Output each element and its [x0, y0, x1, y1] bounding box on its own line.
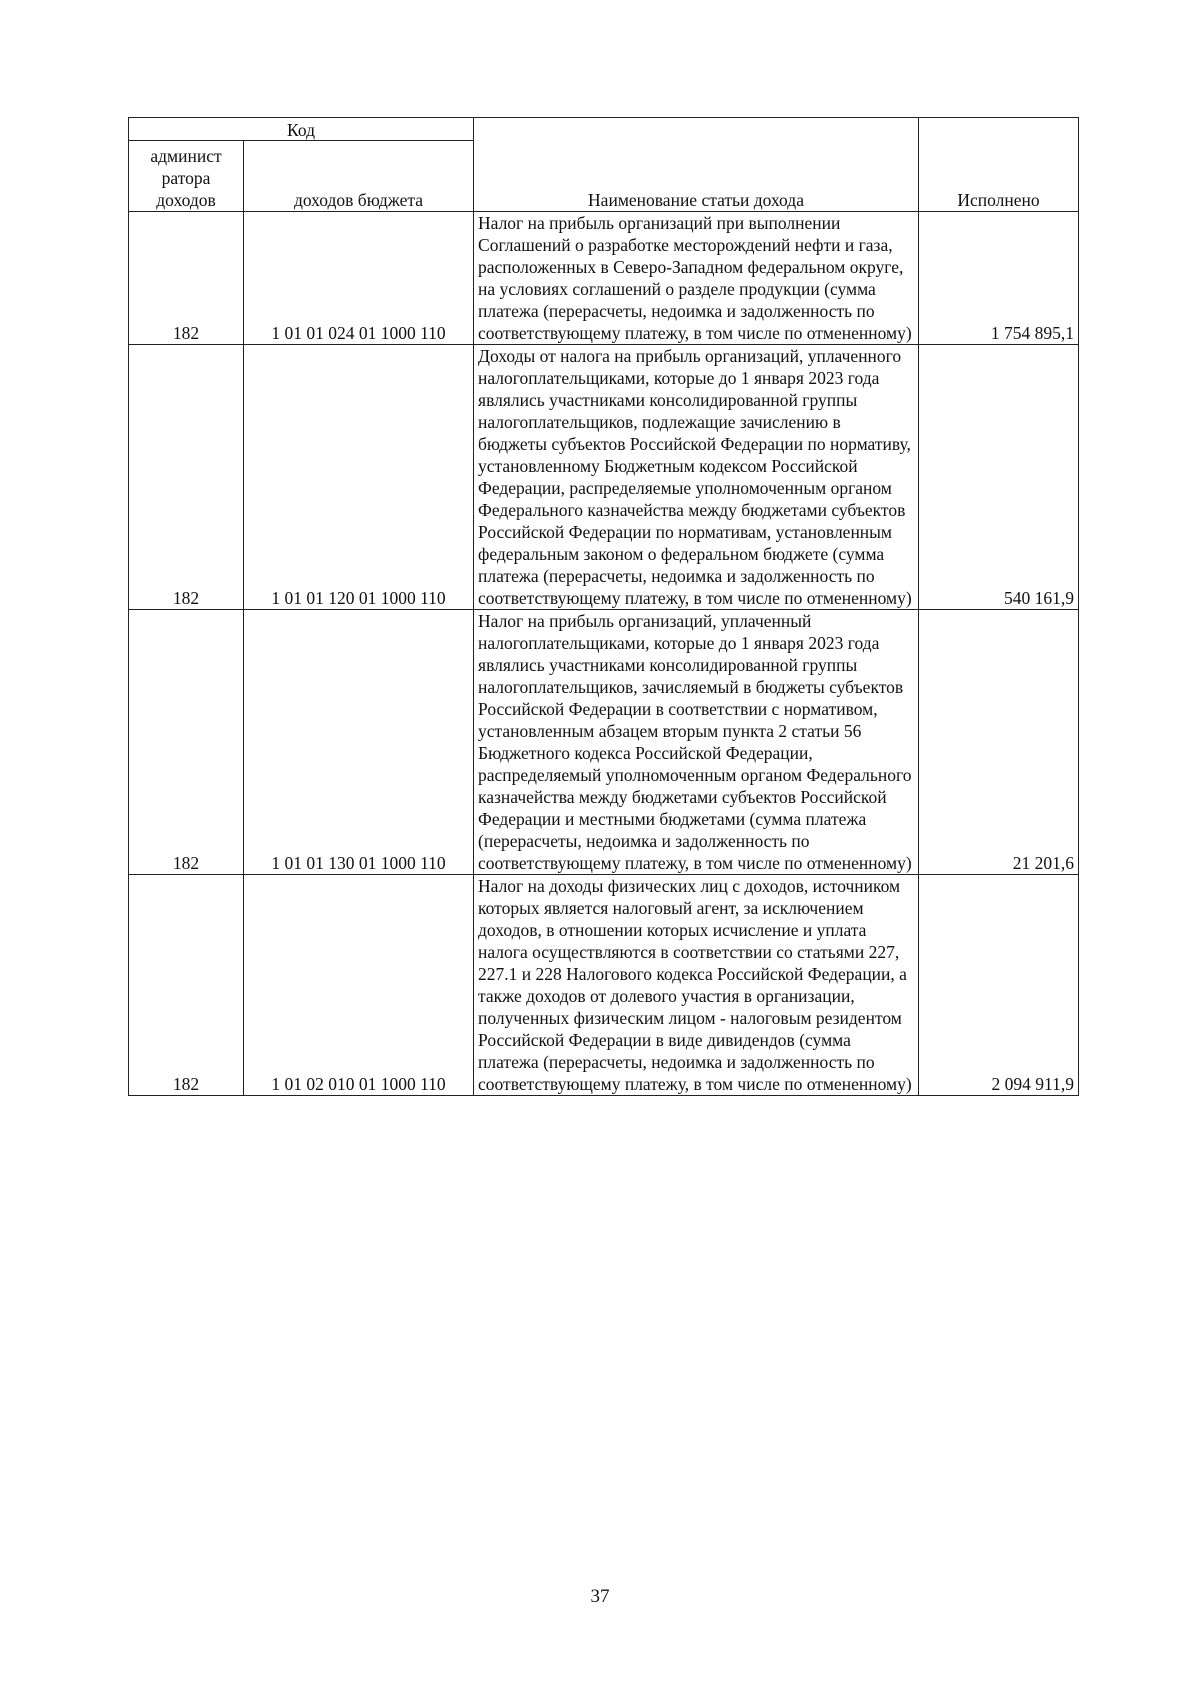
- table-row: [129, 212, 1079, 345]
- page-number: 37: [590, 1586, 610, 1607]
- amount-cell: 540 161,9: [919, 345, 1079, 610]
- header-budget-code: доходов бюджета: [244, 141, 474, 212]
- budget-code-cell: 1 01 01 024 01 1000 110: [244, 212, 474, 345]
- description-cell: Налог на доходы физических лиц с доходов, источником которых является налоговый агент, за исключением доходов, в отношении которых исчисление и уплата налога осуществляются в соответствии со статьями 227, 227.1 и 228 Налогового кодекса Российской Федерации, а также доходов от долевого участия в организации, полученных физическим лицом - налоговым резидентом Российской Федерации в виде дивидендов (сумма платежа (перерасчеты, недоимка и задолженность по соответствующему платежу, в том числе по отмененному): [474, 875, 919, 1096]
- admin-code-cell: 182: [129, 875, 244, 1096]
- admin-code-cell: 182: [129, 345, 244, 610]
- amount-cell: 2 094 911,9: [919, 875, 1079, 1096]
- header-administrator: админист ратора доходов: [129, 141, 244, 212]
- admin-code-cell: 182: [129, 212, 244, 345]
- budget-code-cell: 1 01 01 130 01 1000 110: [244, 610, 474, 875]
- header-name: Наименование статьи дохода: [474, 118, 919, 212]
- table-row: [129, 345, 1079, 610]
- description-cell: Налог на прибыль организаций при выполнении Соглашений о разработке месторождений нефти и газа, расположенных в Северо-Западном федеральном округе, на условиях соглашений о разделе продукции (сумма платежа (перерасчеты, недоимка и задолженность по соответствующему платежу, в том числе по отмененному): [474, 212, 919, 345]
- amount-cell: 21 201,6: [919, 610, 1079, 875]
- budget-code-cell: 1 01 01 120 01 1000 110: [244, 345, 474, 610]
- table-row: [129, 875, 1079, 1096]
- description-cell: Доходы от налога на прибыль организаций, уплаченного налогоплательщиками, которые до 1 января 2023 года являлись участниками консолидированной группы налогоплательщиков, подлежащие зачислению в бюджеты субъектов Российской Федерации по нормативу, установленному Бюджетным кодексом Российской Федерации, распределяемые уполномоченным органом Федерального казначейства между бюджетами субъектов Российской Федерации по нормативам, установленным федеральным законом о федеральном бюджете (сумма платежа (перерасчеты, недоимка и задолженность по соответствующему платежу, в том числе по отмененному): [474, 345, 919, 610]
- header-row-top: [129, 118, 1079, 141]
- table-row: [129, 610, 1079, 875]
- header-executed: Исполнено: [919, 118, 1079, 212]
- admin-code-cell: 182: [129, 610, 244, 875]
- header-kod: Код: [129, 118, 474, 141]
- amount-cell: 1 754 895,1: [919, 212, 1079, 345]
- description-cell: Налог на прибыль организаций, уплаченный налогоплательщиками, которые до 1 января 2023 года являлись участниками консолидированной группы налогоплательщиков, зачисляемый в бюджеты субъектов Российской Федерации в соответствии с нормативом, установленным абзацем вторым пункта 2 статьи 56 Бюджетного кодекса Российской Федерации, распределяемый уполномоченным органом Федерального казначейства между бюджетами субъектов Российской Федерации и местными бюджетами (сумма платежа (перерасчеты, недоимка и задолженность по соответствующему платежу, в том числе по отмененному): [474, 610, 919, 875]
- budget-code-cell: 1 01 02 010 01 1000 110: [244, 875, 474, 1096]
- revenue-table: [128, 117, 1079, 1096]
